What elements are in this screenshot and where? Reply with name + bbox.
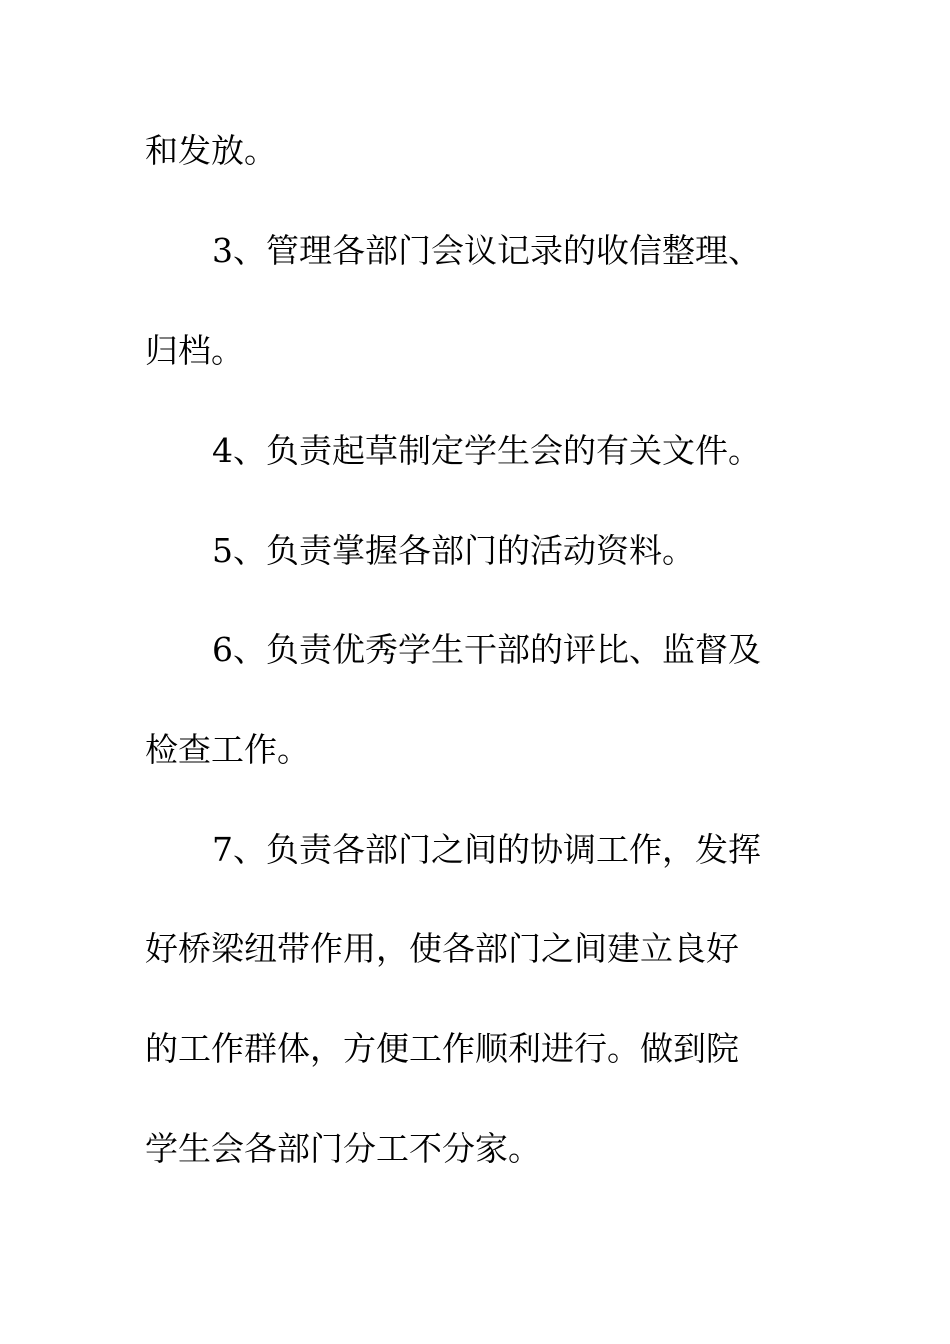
text-line: 学生会各部门分工不分家。	[145, 1129, 541, 1168]
text-line: 的工作群体，方便工作顺利进行。做到院	[145, 1029, 739, 1068]
text-line: 归档。	[145, 331, 244, 370]
text-line: 6、负责优秀学生干部的评比、监督及	[212, 630, 761, 669]
text-line: 7、负责各部门之间的协调工作，发挥	[212, 830, 761, 869]
text-line: 4、负责起草制定学生会的有关文件。	[212, 431, 761, 470]
text-line: 5、负责掌握各部门的活动资料。	[212, 531, 695, 570]
text-line: 和发放。	[145, 131, 277, 170]
text-line: 好桥梁纽带作用，使各部门之间建立良好	[145, 929, 739, 968]
text-line: 检查工作。	[145, 730, 310, 769]
text-line: 3、管理各部门会议记录的收信整理、	[212, 231, 761, 270]
